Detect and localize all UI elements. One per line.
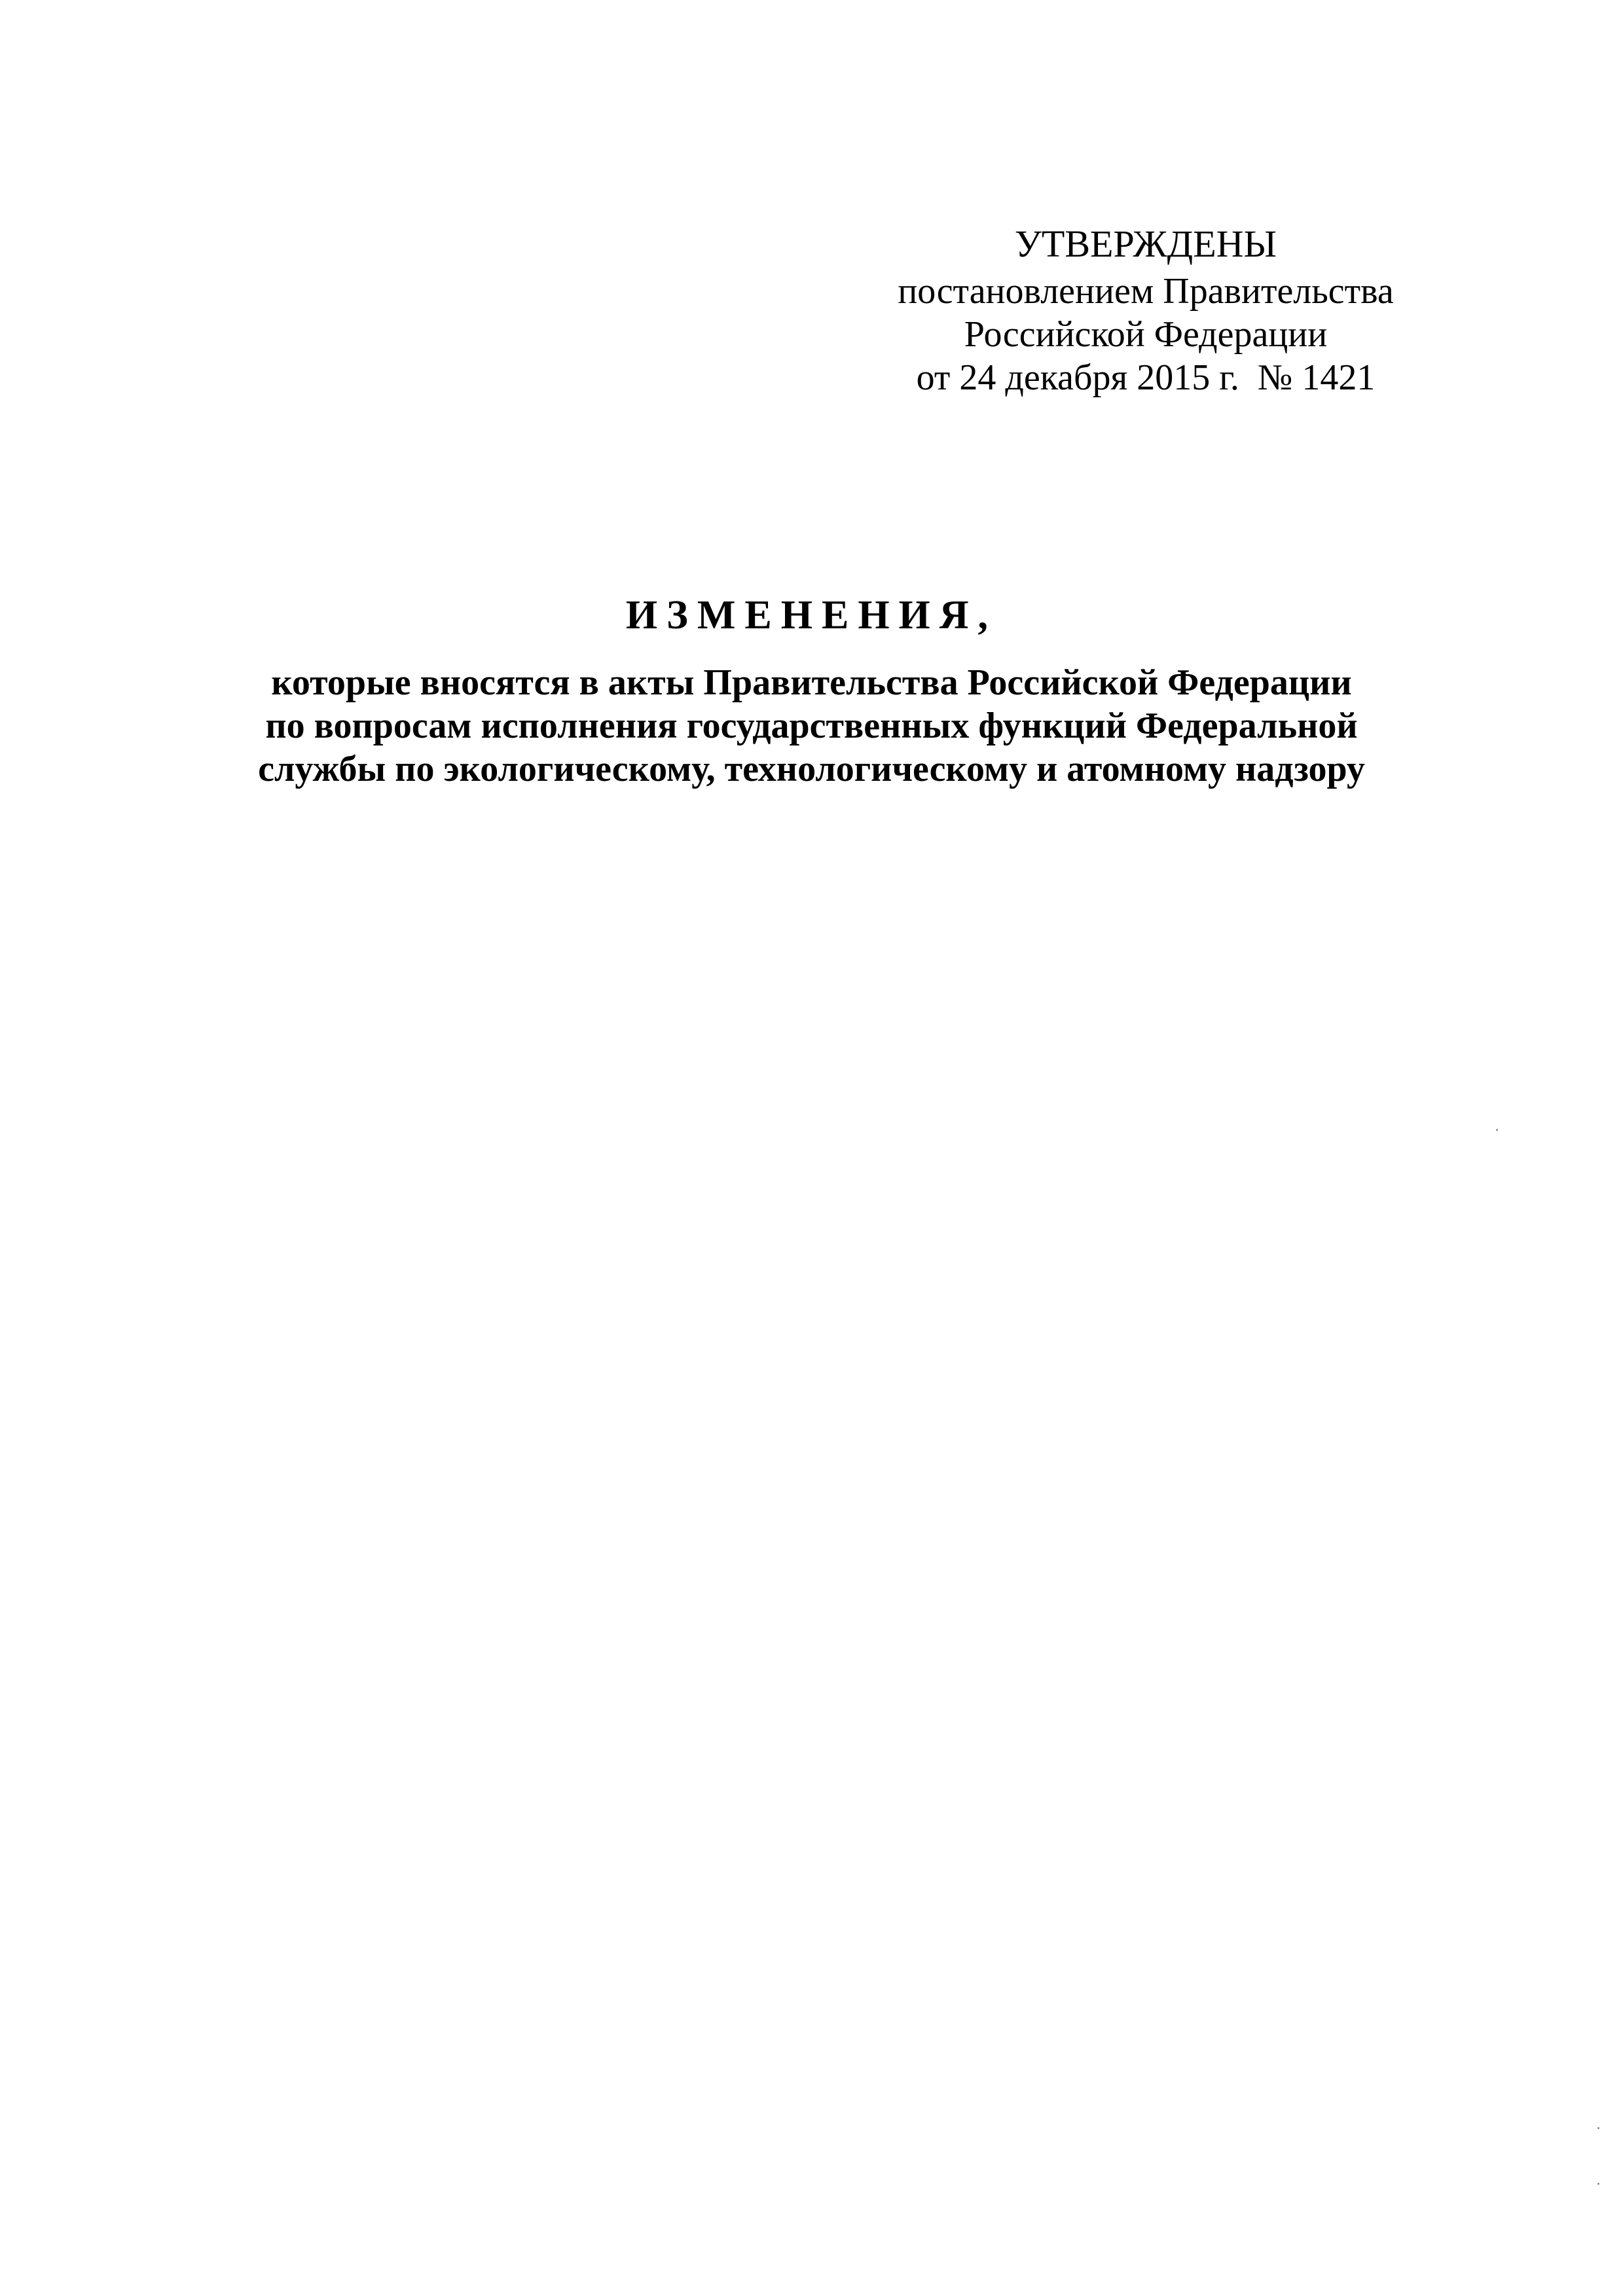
scan-speck bbox=[1597, 2183, 1599, 2185]
document-subtitle bbox=[0, 661, 1623, 791]
approval-stamp bbox=[851, 223, 1440, 399]
title-block bbox=[0, 589, 1623, 791]
scan-speck bbox=[1496, 1129, 1498, 1131]
subtitle-line-1: которые вносятся в акты Правительства Российской Федерации bbox=[271, 662, 1352, 703]
number-sign: № bbox=[1257, 357, 1293, 398]
approval-date-line bbox=[851, 356, 1440, 399]
document-title: ИЗМЕНЕНИЯ, bbox=[625, 593, 998, 637]
subtitle-line-3: службы по экологическому, технологическому и атомному надзору bbox=[258, 749, 1365, 789]
approval-line-1: постановлением Правительства bbox=[898, 271, 1394, 312]
subtitle-line-2: по вопросам исполнения государственных функций Федеральной bbox=[265, 706, 1358, 746]
scan-speck bbox=[1597, 2127, 1599, 2129]
approved-word: УТВЕРЖДЕНЫ bbox=[1014, 223, 1277, 265]
approval-line-2: Российской Федерации bbox=[964, 314, 1328, 355]
resolution-number: 1421 bbox=[1302, 357, 1376, 398]
approval-date: от 24 декабря 2015 г. bbox=[916, 357, 1239, 398]
